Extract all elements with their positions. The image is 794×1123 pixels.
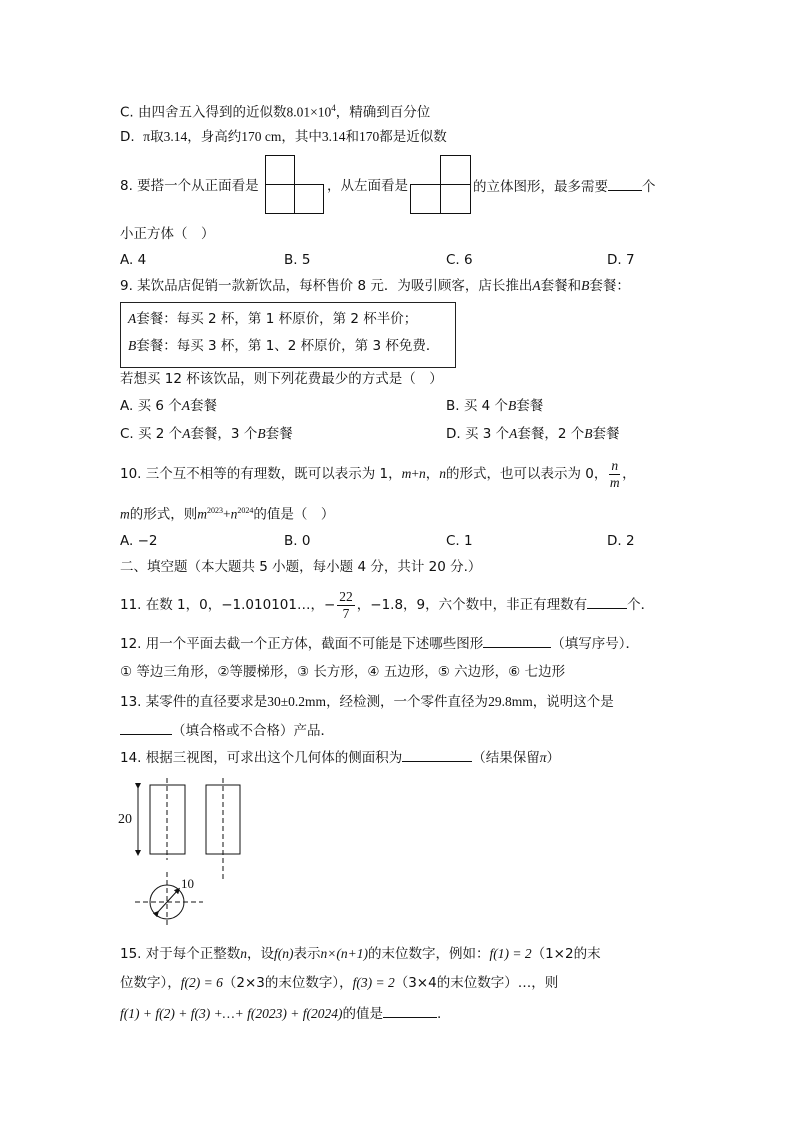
q9-option-a[interactable]: [120, 396, 217, 416]
q11-stem: [120, 586, 654, 624]
q9-b-var: B: [508, 398, 517, 413]
q13-stem: [120, 692, 614, 712]
q15-l1-n: n: [240, 946, 248, 961]
q7-c-number: 8.01×10: [286, 104, 332, 120]
q10-comma: ，: [622, 466, 636, 482]
q8-option-b[interactable]: B. 5: [284, 252, 311, 268]
q9-box-b-text: 套餐：每买 3 杯，第 1、2 杯原价，第 3 杯免费．: [136, 338, 440, 354]
q9-intro: 9. 某饮品店促销一款新饮品，每杯售价 8 元．为吸引顾客，店长推出: [120, 278, 533, 294]
q7-d-text1: 取: [150, 129, 164, 145]
q10-expr-plus: +: [223, 506, 231, 522]
q9-b-pre: B. 买 4 个: [446, 398, 509, 414]
q12-choices: ① 等边三角形，②等腰梯形，③ 长方形，④ 五边形，⑤ 六边形，⑥ 七边形: [120, 664, 566, 680]
q9-stem: [120, 276, 630, 296]
q10-expr-n: n: [230, 506, 238, 522]
q10-plus: +: [411, 466, 420, 481]
q8-text4: 个: [642, 179, 656, 195]
q15-answer-blank[interactable]: [383, 1003, 437, 1018]
q10-line2: [120, 501, 334, 525]
q10-exp1: 2023: [207, 506, 223, 515]
q10-mid2: 的形式，也可以表示为 0，: [446, 466, 608, 482]
q9-c-var2: B: [257, 426, 266, 441]
q9-c-var1: A: [182, 426, 191, 441]
q10-stem: [120, 455, 636, 493]
q8-text2: ，从左面看是: [327, 178, 408, 194]
q7-d-num1: 3.14: [163, 129, 188, 144]
q8-option-a[interactable]: A. 4: [120, 252, 147, 268]
q14-stem: [120, 747, 560, 768]
q15-l1-paren: （1×2的末: [531, 946, 601, 962]
q10-option-a[interactable]: A. −2: [120, 533, 158, 549]
q9-a-var: A: [181, 398, 191, 413]
q9-c-post: 套餐: [265, 426, 293, 442]
q10-pre: 10. 三个互不相等的有理数，既可以表示为 1，: [120, 466, 402, 482]
q9-d-mid: 套餐，2 个: [517, 426, 585, 442]
q13-mid: ，经检测，一个零件直径为: [326, 694, 489, 710]
q14-answer-blank[interactable]: [402, 747, 472, 762]
q9-d-post: 套餐: [592, 426, 620, 442]
q12-line1: 12. 用一个平面去截一个正方体，截面不可能是下述哪些图形: [120, 636, 484, 652]
q14-diameter-label: 10: [181, 876, 194, 891]
q7-d-text3: ，其中: [281, 129, 322, 145]
q15-l3-expr: f(1) + f(2) + f(3) +…+ f(2023) + f(2024): [120, 1006, 343, 1021]
q15-l2-eq1: f(2) = 6: [180, 975, 223, 990]
q9-var-a: A: [532, 278, 541, 293]
q8-stem: [120, 176, 259, 196]
q7-d-text2: ，身高约: [187, 129, 242, 145]
q7-option-c: [120, 98, 430, 123]
q15-l1-expr: n×(n+1): [320, 946, 368, 961]
q7-c-tail: ，精确到百分位: [335, 104, 431, 121]
q9-d-var2: B: [584, 426, 593, 441]
q11-end: 个．: [627, 597, 655, 613]
q15-l2-c: （3×4的末位数字）…，则: [394, 975, 559, 991]
q9-b-post: 套餐: [516, 398, 544, 414]
q10-m: m: [401, 466, 412, 481]
q15-line1: [120, 944, 601, 964]
q14-pre: 14. 根据三视图，可求出这个几何体的侧面积为: [120, 750, 403, 766]
q10-option-c[interactable]: C. 1: [446, 533, 473, 549]
q15-l2-a: 位数字），: [120, 975, 181, 991]
q9-option-c[interactable]: [120, 424, 293, 444]
q15-l1-f: f(n): [274, 946, 294, 961]
q14-close: ）: [546, 750, 561, 766]
q8-left-view-figure: [410, 155, 472, 215]
q8-option-c[interactable]: C. 6: [446, 252, 473, 268]
q8-front-view-figure: [265, 155, 325, 215]
q10-frac-den: m: [609, 474, 620, 490]
q9-end: 套餐：: [589, 278, 630, 294]
q15-l1-mid2: 表示: [293, 946, 321, 962]
q7-d-text4: 和: [345, 129, 359, 145]
q12-line1-end: （填写序号）．: [551, 636, 640, 652]
q13-spec: 30±0.2mm: [267, 694, 327, 709]
q9-d-pre: D. 买 3 个: [446, 426, 510, 442]
q9-package-b: [128, 336, 439, 356]
q9-mid: 套餐和: [540, 278, 582, 294]
q13-line2-text: （填合格或不合格）产品．: [172, 723, 334, 739]
q10-option-d[interactable]: D. 2: [607, 533, 635, 549]
q10-frac-num: n: [611, 457, 619, 473]
q11-answer-blank[interactable]: [587, 594, 627, 609]
q8-text3: 的立体图形，最多需要: [473, 179, 608, 195]
q14-pi: π: [539, 750, 547, 765]
section-2-heading: 二、填空题（本大题共 5 小题，每小题 4 分，共计 20 分.）: [120, 559, 482, 575]
q13-line2: [120, 720, 334, 741]
q10-exp2: 2024: [237, 506, 254, 515]
q13-post: ，说明这个是: [532, 694, 614, 710]
q7-d-label: D.: [120, 129, 135, 145]
q7-d-num4: 170: [358, 129, 380, 144]
q15-l1-eq: f(1) = 2: [489, 946, 532, 961]
q10-l2-b: 的值是（ ）: [253, 506, 335, 523]
q7-c-text: C. 由四舍五入得到的近似数: [120, 104, 287, 121]
q15-line2: [120, 973, 558, 993]
q9-package-a: [128, 309, 417, 329]
q11-fraction: [337, 589, 355, 622]
q14-three-view-diagram: [115, 778, 255, 928]
q10-option-b[interactable]: B. 0: [284, 533, 311, 549]
q7-c-exponent: 4: [331, 103, 336, 113]
q8-text3-wrap: [473, 176, 656, 197]
q15-l1-mid: ，设: [247, 946, 275, 962]
q15-line3: [120, 1003, 441, 1024]
q9-box-a-var: A: [128, 311, 137, 326]
q15-l1-pre: 15. 对于每个正整数: [120, 946, 241, 962]
q9-a-post: 套餐: [190, 398, 218, 414]
q10-fraction: [609, 458, 620, 491]
q7-d-pi: π: [143, 129, 151, 144]
q8-line2: 小正方体（ ）: [120, 226, 215, 242]
q9-option-d[interactable]: [446, 424, 620, 444]
q9-option-b[interactable]: [446, 396, 543, 416]
q11-frac-den: 7: [342, 605, 350, 621]
q13-pre: 13. 某零件的直径要求是: [120, 694, 268, 710]
q7-option-d: [120, 127, 447, 147]
q7-d-num3: 3.14: [321, 129, 346, 144]
q12-answer-blank[interactable]: [483, 633, 551, 648]
q11-post: ，−1.8，9，六个数中，非正有理数有: [356, 597, 588, 613]
q8-option-d[interactable]: D. 7: [607, 252, 635, 268]
q9-d-var1: A: [509, 426, 518, 441]
q8-answer-blank[interactable]: [608, 176, 642, 191]
q7-d-num2: 170 cm: [241, 129, 282, 144]
q15-l2-b: （2×3的末位数字），: [222, 975, 353, 991]
q10-l2-m: m: [120, 506, 130, 522]
q10-mid: ，: [425, 466, 440, 482]
q9-question: 若想买 12 杯该饮品，则下列花费最少的方式是（ ）: [120, 371, 443, 387]
q15-l3-end: .: [437, 1006, 442, 1022]
q15-l2-eq2: f(3) = 2: [352, 975, 395, 990]
q8-text2-wrap: [327, 176, 408, 196]
q12-stem: [120, 633, 639, 654]
q10-n2: n: [439, 466, 447, 481]
q15-l1-mid3: 的末位数字，例如：: [367, 946, 490, 962]
q15-l3-post: 的值是: [342, 1006, 384, 1022]
q9-c-pre: C. 买 2 个: [120, 426, 183, 442]
q13-answer-blank[interactable]: [120, 720, 172, 735]
q11-frac-num: 22: [339, 588, 353, 604]
q9-c-mid: 套餐，3 个: [190, 426, 258, 442]
q7-d-text5: 都是近似数: [379, 129, 447, 145]
q10-expr-m: m: [197, 506, 207, 522]
q9-a-pre: A. 买 6 个: [120, 398, 182, 414]
q13-val: 29.8mm: [488, 694, 533, 709]
q14-height-label: 20: [118, 812, 132, 827]
q10-n: n: [419, 466, 426, 481]
q10-l2-a: 的形式，则: [129, 506, 198, 523]
q11-pre: 11. 在数 1，0，−1.010101…，−: [120, 597, 336, 613]
q9-var-b: B: [581, 278, 590, 293]
q9-box-b-var: B: [128, 338, 137, 353]
q9-box-a-text: 套餐：每买 2 杯，第 1 杯原价，第 2 杯半价；: [136, 311, 418, 327]
q8-text1: 8. 要搭一个从正面看是: [120, 178, 259, 194]
q14-post: （结果保留: [472, 750, 540, 766]
